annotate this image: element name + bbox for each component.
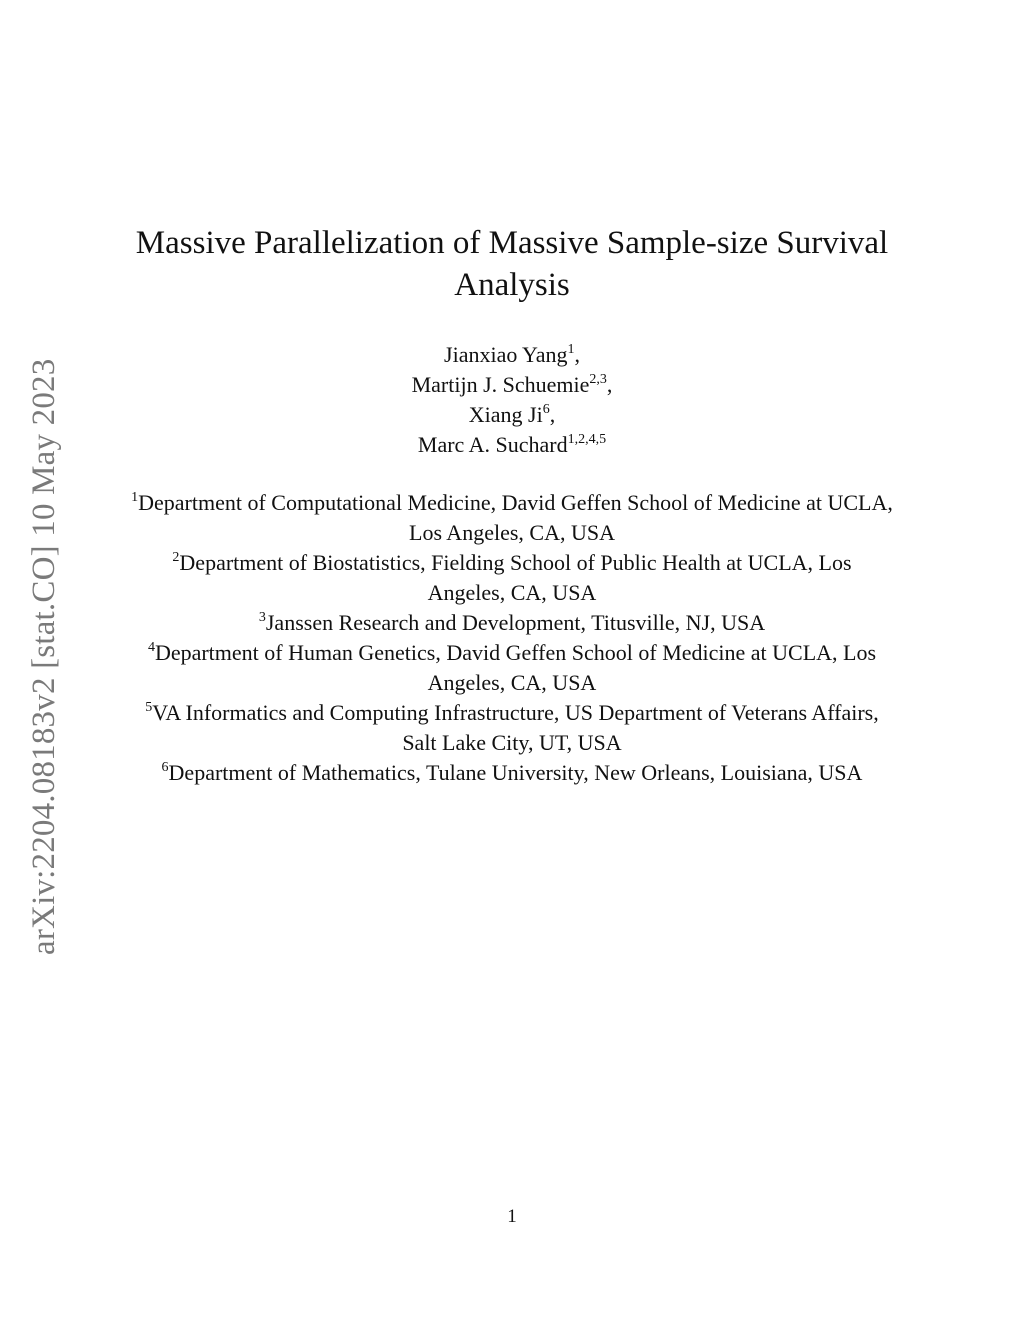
- affiliation-number: 4: [147, 640, 155, 655]
- affiliation-number: 2: [172, 550, 180, 565]
- affiliation-entry: [112, 608, 912, 638]
- affiliation-number: 1: [131, 490, 139, 505]
- affiliation-number: 3: [258, 610, 266, 625]
- author-separator: ,: [574, 342, 580, 367]
- affiliation-entry: [122, 488, 902, 548]
- author-separator: ,: [606, 372, 613, 397]
- affiliation-entry: [112, 638, 912, 698]
- author-affiliation-marker: 2,3: [589, 372, 607, 387]
- author-name: Martijn J. Schuemie: [411, 372, 590, 397]
- affiliation-text: VA Informatics and Computing Infrastructure, US Department of Veterans Affairs, Salt Lake City, UT, USA: [152, 700, 879, 755]
- affiliation-text: Department of Computational Medicine, David Geffen School of Medicine at UCLA, Los Angeles, CA, USA: [138, 490, 893, 545]
- author-name: Jianxiao Yang: [444, 342, 568, 367]
- author-entry: [212, 400, 812, 430]
- affiliation-number: 6: [161, 760, 169, 775]
- affiliation-entry: [132, 548, 892, 608]
- arxiv-identifier-text: arXiv:2204.08183v2 [stat.CO] 10 May 2023: [26, 358, 62, 955]
- author-affiliation-marker: 1: [567, 342, 575, 357]
- affiliation-text: Department of Mathematics, Tulane University, New Orleans, Louisiana, USA: [168, 760, 863, 785]
- affiliation-text: Department of Biostatistics, Fielding School of Public Health at UCLA, Los Angeles, CA, USA: [179, 550, 852, 605]
- author-list: [212, 340, 812, 460]
- affiliation-number: 5: [145, 700, 153, 715]
- paper-title: Massive Parallelization of Massive Sample-size Survival Analysis: [135, 225, 889, 303]
- author-affiliation-marker: 1,2,4,5: [567, 432, 607, 447]
- author-affiliation-marker: 6: [542, 402, 550, 417]
- page-number: 1: [507, 1206, 517, 1227]
- author-entry: [212, 340, 812, 370]
- affiliation-text: Janssen Research and Development, Titusville, NJ, USA: [265, 610, 766, 635]
- affiliation-entry: [132, 698, 892, 758]
- author-separator: ,: [549, 402, 556, 427]
- affiliation-list: [100, 488, 924, 788]
- arxiv-identifier-stamp: [24, 340, 64, 955]
- author-entry: [212, 370, 812, 400]
- author-name: Marc A. Suchard: [417, 432, 568, 457]
- affiliation-text: Department of Human Genetics, David Geffen School of Medicine at UCLA, Los Angeles, CA, USA: [154, 640, 877, 695]
- affiliation-entry: [100, 758, 924, 788]
- author-name: Xiang Ji: [468, 402, 543, 427]
- author-entry: [212, 430, 812, 460]
